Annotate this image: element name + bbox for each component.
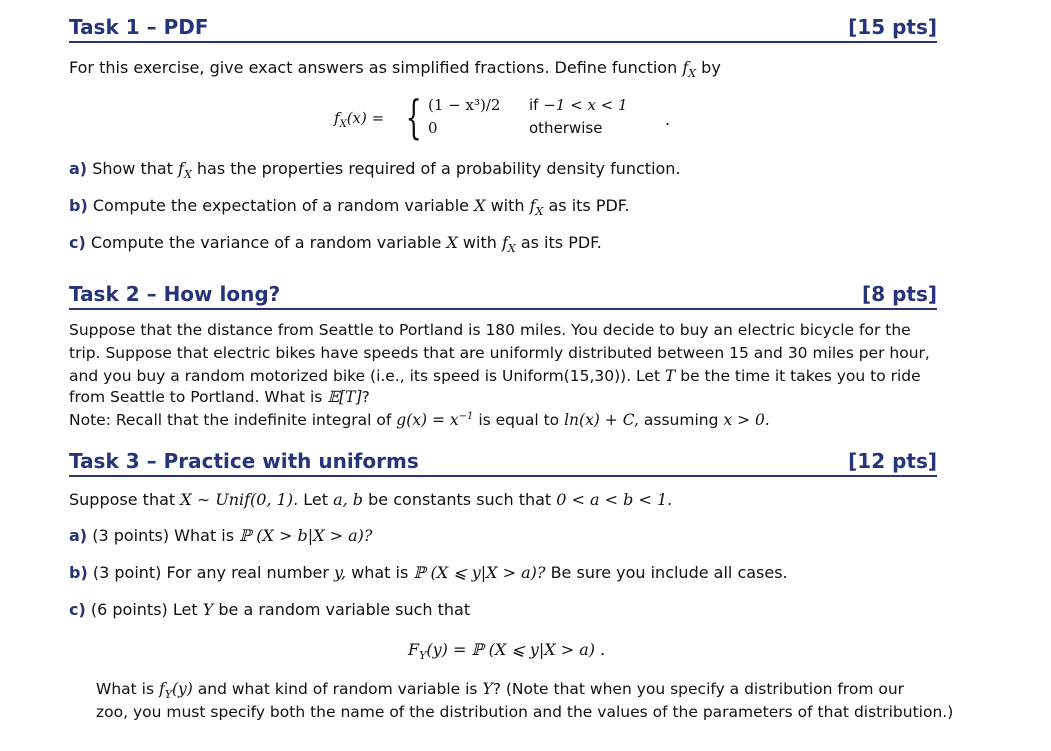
task3-question-line1: What is $f_Y(y)$ and what kind of random variable is Y? (Note that when you specify a distribution from our (96, 680, 905, 702)
task2-p1: Suppose that the distance from Seattle to Portland is 180 miles. You decide to buy an electric bicycle for the (69, 321, 911, 339)
task3-part-b: b) (3 point) For any real number y, what is ℙ (X ⩽ y|X > a)? Be sure you include all cases. (69, 563, 788, 582)
task1-header (69, 15, 937, 43)
task1-intro: For this exercise, give exact answers as simplified fractions. Define function $f_X$ by (69, 58, 721, 81)
task3-title: Task 3 – Practice with uniforms (69, 449, 419, 473)
task3-part-c: c) (6 points) Let Y be a random variable such that (69, 600, 471, 619)
task3-display-eq: $F_Y(y)$ = ℙ (X ⩽ y|X > a) . (408, 640, 606, 663)
period: . (665, 110, 671, 129)
task2-points: [8 pts] (862, 282, 937, 306)
task2-p3: and you buy a random motorized bike (i.e., its speed is Uniform(15,30)). Let T be the time it takes you to ride (69, 367, 921, 385)
task2-note: Note: Recall that the indefinite integral of $g(x) = x^{-1}$ is equal to ln(x) + C, assuming x > 0. (69, 411, 770, 430)
task3-intro: Suppose that X ∼ Unif(0, 1). Let a, b be constants such that 0 < a < b < 1. (69, 490, 673, 509)
task2-header (69, 282, 937, 310)
task3-header (69, 449, 937, 477)
case1-cond: if −1 < x < 1 (529, 96, 628, 114)
task3-points: [12 pts] (848, 449, 937, 473)
task1-part-a: a) Show that $f_X$ has the properties required of a probability density function. (69, 159, 681, 182)
task1-title: Task 1 – PDF (69, 15, 209, 39)
task1-part-c: c) Compute the variance of a random variable X with $f_X$ as its PDF. (69, 233, 602, 256)
case2-expr: 0 (428, 119, 438, 137)
cases-brace: { (405, 90, 422, 144)
task3-part-a: a) (3 points) What is ℙ (X > b|X > a)? (69, 526, 373, 545)
case2-cond: otherwise (529, 119, 603, 137)
task2-p2: trip. Suppose that electric bikes have speeds that are uniformly distributed between 15 and 30 miles per hour, (69, 344, 930, 362)
task2-p4: from Seattle to Portland. What is 𝔼[T]? (69, 388, 370, 406)
case1-expr: (1 − x³)/2 (428, 96, 501, 114)
task3-question-line2: zoo, you must specify both the name of the distribution and the values of the parameters of that distribution.) (96, 703, 954, 721)
task1-points: [15 pts] (848, 15, 937, 39)
task2-title: Task 2 – How long? (69, 282, 281, 306)
fx-lhs: $f_X(x)$ = (334, 109, 385, 130)
task1-part-b: b) Compute the expectation of a random variable X with $f_X$ as its PDF. (69, 196, 630, 219)
